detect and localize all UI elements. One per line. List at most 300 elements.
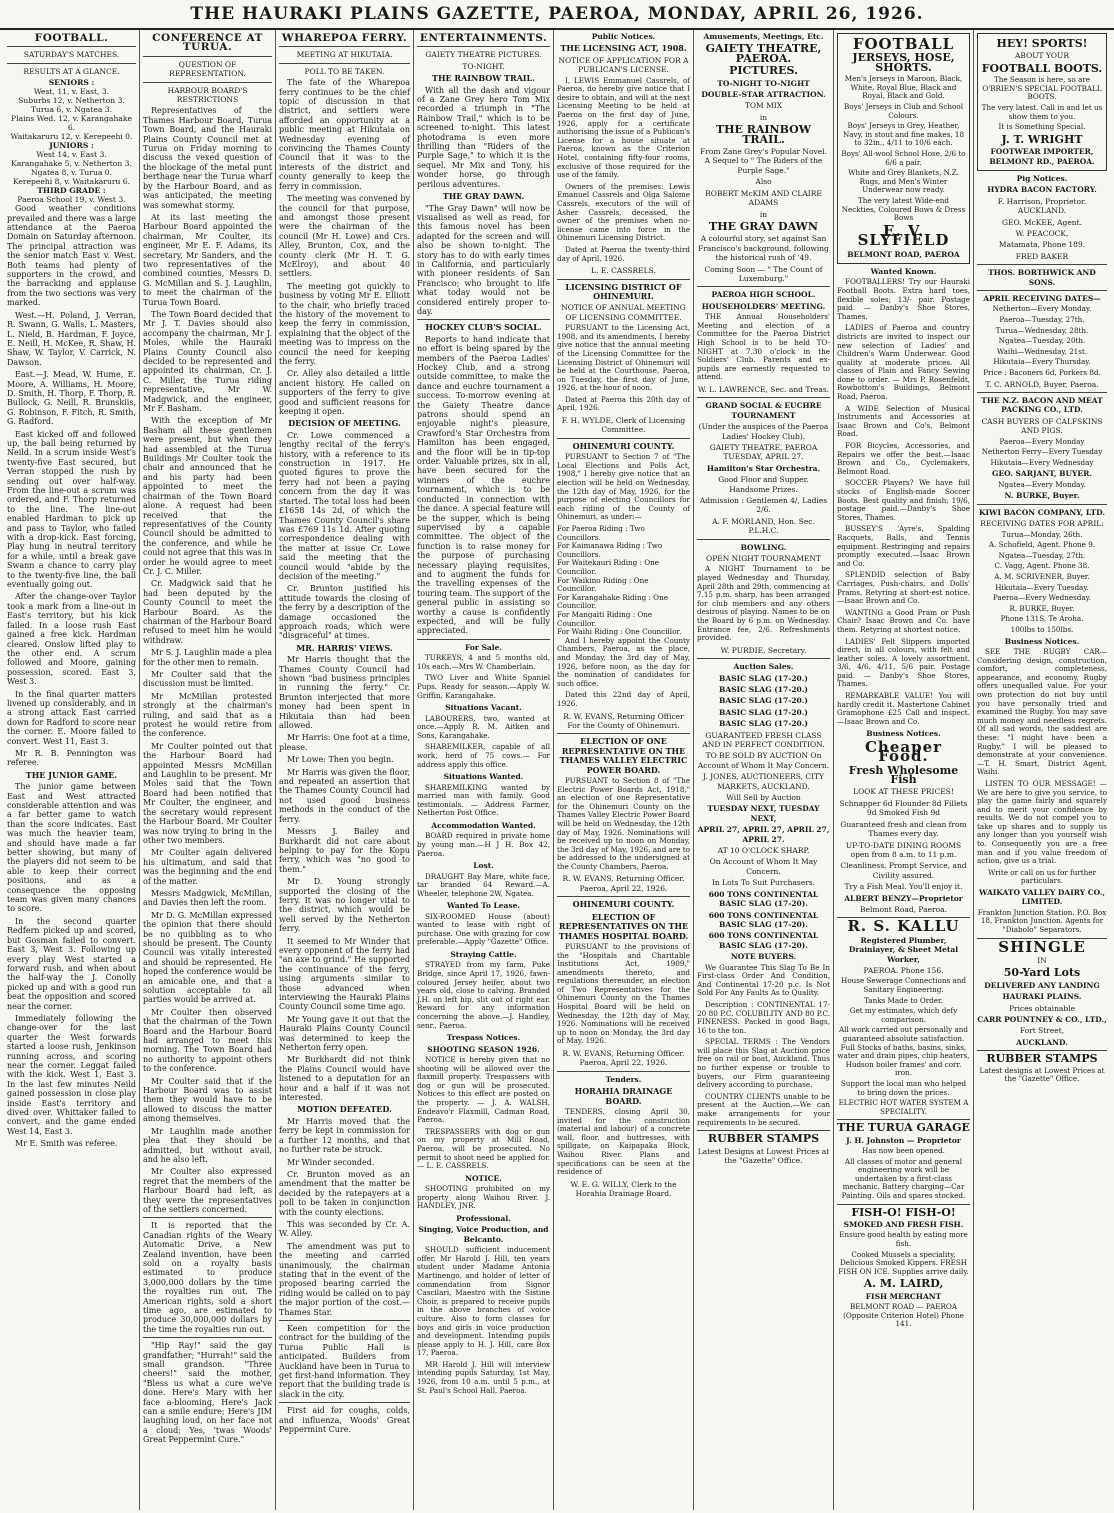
ad-line: Coming Soon — " The Count of Luxemburg." [704, 264, 823, 283]
classified-heading: Situations Wanted. [443, 772, 524, 782]
paragraph: THE Annual Householders' Meeting and election of a Committee for the Paeroa District High School is to be held TO-NIGHT at 7.30 o'clock in the Soldiers' Club. Parents and ex-pupils are earnestly requested to attend. [697, 312, 830, 382]
paragraph: With the exception of Mr Basham all these gentlemen were present, but when they had assembled at the Turua Buildings Mr Coulter took the chair and announced that he and his party had been appointed to meet the chairman of the Town Board alone. A request had been received that the representatives of the County Council should be admitted to the conference, and while he could not agree that this was in order he would agree to meet Cr. J. C. Miller. [143, 416, 272, 576]
section-heading: Business Notices. [866, 729, 941, 739]
ad-line: WAIKATO VALLEY DAIRY CO., LIMITED. [979, 888, 1105, 907]
ad-line: T. C. ARNOLD, Buyer, Paeroa. [985, 379, 1099, 389]
ad-line: NOTE BUYERS. [730, 952, 797, 962]
paragraph: Mr Young gave it out that the Hauraki Plains County Council was determined to keep the Netherton ferry open. [279, 1014, 410, 1053]
ad-line: J. H. Johnston — Proprietor [846, 1135, 961, 1145]
paragraph: "The Gray Dawn" will now be visualised as well as read, for this famous novel has been adapted for the screen and will also be shown to-night. The story has to do with early times in California, and particularly with pioneer residents of San Francisco; who brought to life what today would not be considered entirely proper to-day. [417, 203, 550, 316]
subhead: HARBOUR BOARD'S RESTRICTIONS [167, 85, 248, 105]
paragraph: The fate of the Wharepoa ferry continues to be the chief topic of discussion in that district, and settlers were afforded an opportunity at a public meeting at Hikutaia on Wednesday evening of convincing the Thames County Council that it was to the interests of the district and county generally to keep the ferry in commission. [279, 78, 410, 191]
notice-subtitle: NOTICE OF APPLICATION FOR A PUBLICAN'S LICENSE. [558, 55, 689, 75]
column-notices [974, 30, 1110, 1510]
result-line: Suburbs 12, v. Netherton 3. [18, 96, 125, 106]
paragraph: Immediately following the change-over for the last quarter the West forwards started a loose rush, Jenkinson running across, and scoring near the corner. Leggat failed with the kick. West 1, East 3. In the last few minutes Neild gained possession in close play inside East's territory and dived over. Whittaker failed to convert, and the game ended West 14, East 3. [7, 1013, 136, 1136]
ad-line: Registered Plumber, Drainlayer, & Sheet Metal Worker, [848, 935, 959, 964]
ad-line: PAEROA. Phone 156. [863, 965, 944, 975]
classified-ad: SIX-ROOMED House (about) wanted to lease with right of purchase. One with grazing for cow preferable.—Apply "Gazette" Office. [417, 911, 550, 947]
ad-line: KIWI BACON COMPANY, LTD. [979, 507, 1105, 517]
schedule-line: Turua—Wednesday, 28th. [995, 325, 1089, 335]
ad-title: FOOTBALL [852, 35, 955, 53]
ad-line: The Season is here, so are O'BRIEN'S SPECIAL FOOTBALL BOOTS. [982, 75, 1102, 102]
paragraph: Dated this 22nd day of April, 1926. [557, 690, 690, 708]
notice-title: ELECTION OF ONE REPRESENTATIVE ON THE THAMES VALLEY ELECTRIC POWER BOARD. [559, 736, 688, 775]
subhead: TO-NIGHT. [462, 61, 505, 71]
subhead: THE JUNIOR GAME. [25, 769, 118, 780]
ad-line: BASIC SLAG (17-20.) [719, 719, 808, 729]
ad-line: Support the local man who helped to bring down the prices. [840, 1078, 967, 1097]
ad-title: THE RAINBOW TRAIL. [715, 123, 812, 146]
paragraph: Dated at Paeroa the twenty-third day of April, 1926. [557, 244, 690, 263]
notice-title: ELECTION OF REPRESENTATIVES ON THE THAMES HOSPITAL BOARD. [558, 911, 689, 941]
ad-line: Cleanliness, Prompt Service, and Civility assured. [840, 861, 967, 880]
column-ferry [276, 30, 414, 1510]
signature: R. W. EVANS, Returning Officer. Paeroa, April 22, 1926. [562, 1049, 685, 1068]
subhead: MR. HARRIS' VIEWS. [296, 642, 393, 653]
ad-line: CASH BUYERS OF CALFSKINS AND PIGS. [981, 416, 1103, 436]
ad-line: Ensure good health by eating more fish. [839, 1230, 968, 1249]
classified-ad: SOCCER Players? We have full stocks of English-made Soccer Boots. Best quality and finish; 19/6, postage paid.—Danby's Shoe Stores, Thames. [837, 478, 970, 522]
classified-heading: Straying Cattle. [450, 950, 517, 960]
result-line: West, 11, v. East, 3. [33, 87, 110, 97]
schedule-line: Paeroa—Every Wednesday. [992, 593, 1092, 603]
riding-line: For Mangaiti Riding : One Councillor. [557, 609, 653, 628]
ad-line: HYDRA BACON FACTORY. [987, 185, 1097, 195]
ad-line: W. PEACOCK, [1015, 229, 1069, 239]
ad-line: BASIC SLAG (17-20.) [719, 684, 808, 694]
ad-title: PICTURES. [729, 64, 798, 78]
notice-subtitle: NOTICE OF ANNUAL MEETING OF LICENSING COMMITTEE. [561, 303, 686, 322]
paragraph: PURSUANT to the Licensing Act, 1908, and its amendments, I hereby give notice that the annual meeting of the Licensing Committee for the Licensing District of Ohinemuri will be held at the Courthouse, Paeroa, on Tuesday, the first day of June, 1926, at the hour of noon. [557, 323, 690, 393]
ad-title: GRAND SOCIAL & EUCHRE TOURNAMENT [705, 401, 822, 420]
paragraph: TENDERS, closing April 30, invited for the construction (material and labour) of a concrete wall, floor, and buttresses, with spillgate, on Kaipapaka Block, Waihou River. Plans and specifications can be seen at the residence of [557, 1107, 690, 1177]
classified-heading: Trespass Notices. [446, 1033, 521, 1043]
subhead: THE GRAY DAWN. [442, 191, 525, 202]
ad-line: All classes of motor and general engineering work will be undertaken by a first-class mechanic. Battery charging—Car Painting. Oils and spares stocked. [841, 1156, 966, 1201]
ad-line: Has now been opened. [862, 1146, 945, 1156]
ad-line: BASIC SLAG (17-20.) [719, 696, 808, 706]
ad-box-wright [977, 33, 1107, 171]
classified-ad: MR Harold J. Hill will interview intending pupils Saturday, 1st May, 1926, from 10 a.m. until 5 p.m., at St. Paul's School Hall, Paeroa. [417, 1359, 550, 1395]
ad-line: F. Harrison, Proprietor. AUCKLAND. [997, 196, 1087, 216]
ad-line: GAIETY THEATRE, PAEROA TUESDAY, APRIL 27. [709, 442, 818, 462]
paragraph: Mr R. B. Pennington was referee. [7, 748, 136, 768]
subhead: GAIETY THEATRE PICTURES. [425, 50, 542, 60]
signature: R. W. EVANS, Returning Officer. Paeroa, April 22, 1926. [562, 874, 685, 893]
ad-line: IN [1037, 956, 1047, 966]
ad-title: THE GRAY DAWN [709, 219, 818, 233]
ad-line: THOS. BORTHWICK AND SONS. [988, 268, 1096, 287]
paragraph: PURSUANT to the provisions of the "Hospitals and Charitable Institutions Act, 1909," amendments thereto, and regulations thereunder, an election of Two Representatives for the Ohinemuri County on the Thames Hospital Board will be held on Wednesday, the 12th day of May, 1926. Nominations will be received up to noon on Monday, the 3rd day of May, 1926. [557, 941, 690, 1046]
result-line: Turua 6, v. Ngatea 3. [30, 105, 113, 115]
schedule-line: A. M. SCRIVENER, Buyer. [994, 572, 1090, 582]
ad-title: HOUSEHOLDERS' MEETING. [701, 301, 826, 311]
ad-box-slyfield [837, 33, 970, 264]
paragraph: In the second quarter Redfern picked up and scored, but Gosman failed to convert. East 3, West 3. Following up every play West started a forward rush, and when about the half-way the J. Conolly picked up and with a good run beat the opposition and scored near the corner. [7, 916, 136, 1011]
ad-line: It is Something Special. [998, 122, 1086, 132]
masthead: THE HAURAKI PLAINS GAZETTE, PAEROA, MONDAY, APRIL 26, 1926. [0, 0, 1114, 30]
paragraph: First aid for coughs, colds, and influenza, Woods' Great Peppermint Cure. [279, 1406, 410, 1435]
column-conference [140, 30, 276, 1510]
classified-ad: STRAYED from my farm, Puke Bridge, since April 17, 1926, fawn-coloured Jersey heifer, about two years old, close to calving. Branded J.H. on left hip, slit out of right ear. Reward for any information concerning the above.—J. Handley, senr., Paeroa. [417, 960, 550, 1030]
paragraph: Messrs Madgwick, McMillan, and Davies then left the room. [143, 888, 272, 908]
ad-line: Guaranteed fresh and clean from Thames every day. [840, 819, 967, 839]
ad-line: Also [755, 177, 772, 187]
ad-line: Schnapper 6d Flounder 8d Fillets 9d Smoked Fish 9d [839, 798, 968, 818]
classified-ad: FOOTBALLERS! Try our Hauraki Football Boots. Extra hard toes, flexible soles; 13/- pair. Postage paid. — Danby's Shoe Stores, Thames. [837, 277, 970, 321]
schedule-line: Ngatea—Tuesday, 27th. [998, 550, 1086, 560]
signature: L. E. CASSRELS. [591, 266, 656, 276]
ad-title: THE TURUA GARAGE [837, 1121, 970, 1135]
ad-line: ALBERT BENZY—Proprietor [844, 893, 963, 903]
classified-ad: BUSSEY'S 'Ayre's, Spalding Racquets, Balls, and Tennis equipment. Restringing and repairs promptly executed.—Isaac Brown and Co. [837, 524, 970, 568]
ad-line: BELMONT ROAD — PAEROA (Opposite Criterion Hotel) Phone 141. [843, 1302, 964, 1329]
ad-title: GAIETY THEATRE, PAEROA. [705, 42, 822, 65]
ad-line: Cooked Mussels a speciality, Delicious Smoked Kippers. FRESH FISH ON ICE. Supplies arrive daily. [838, 1249, 969, 1276]
paragraph: Mr E. Smith was referee. [15, 1139, 118, 1149]
classified-ad: TURKEYS, 4 and 5 months old, 10s each.—Mrs W. Chamberlain. [417, 653, 550, 671]
ad-line: 600 TONS CONTINENTAL BASIC SLAG (17-20). [708, 889, 819, 909]
ad-title: 50-Yard Lots [1003, 966, 1081, 980]
ad-line: In Lots To Suit Purchasers. [711, 878, 816, 888]
ad-line: Latest designs at Lowest Prices at the "Gazette" Office. [979, 1065, 1105, 1084]
ad-line: DOUBLE-STAR ATTRACTION. [701, 90, 826, 100]
schedule-line: C. Vagg, Agent. Phone 38. [994, 561, 1090, 571]
paragraph: Mr Coulter said that the discussion must be limited. [143, 670, 272, 689]
paragraph: We Guarantee This Slag To Be In First-class Order And Condition, And Continental 17-20 p.c. Is Not Sold For Any Faults As to Quality. [697, 962, 830, 998]
paragraph: Mr Coulter pointed out that the Harbour Board had appointed Messrs McMillan and Laughlin to be present. Mr Moles said that the Town Board had been notified that Mr Coulter, the engineer, and the secretary would represent the Harbour Board. Mr Coulter was now trying to bring in the other two members. [143, 741, 272, 845]
subhead: QUESTION OF REPRESENTATION. [169, 59, 246, 79]
ad-line: J. JONES, AUCTIONEERS, CITY MARKETS, AUCKLAND. [702, 772, 825, 791]
headline-entertainments: ENTERTAINMENTS. [419, 32, 548, 44]
ad-line: in [759, 209, 768, 219]
schedule-line: Hikutaia—Every Wednesday [990, 457, 1094, 467]
classified-heading: Situations Vacant. [445, 703, 522, 713]
ad-line: in [759, 112, 768, 122]
section-heading: Business Notices. [1004, 636, 1080, 646]
classified-heading: Wanted To Lease. [446, 901, 521, 911]
schedule-line: Phone 131S, Te Aroha. [1000, 614, 1084, 624]
ad-line: Boys' All-wool School Hose, 2/6 to 6/6 a pair. [841, 148, 966, 167]
ad-line: On Account of Whom It May Concern. [709, 857, 818, 876]
schedule-line: Ngatea—Every Monday. [998, 479, 1086, 489]
classified-ad: LADIES of Paeroa and country districts are invited to inspect our new selection of Ladies' and Children's Warm Underwear. Good quality at moderate prices. All classes of Plain and Fancy Sewing done to order. — Mrs P. Rosenfeldt, Rowbottom's Buildings, Belmont Road, Paeroa. [837, 323, 970, 402]
classified-ad: SPLENDID selection of Baby Carriages, Push-chairs, and Dolls' Prams. Retyring at short-est notice.—Isaac Brown and Co. [837, 570, 970, 606]
paragraph: At its last meeting the Harbour Board appointed the chairman, Mr Coulter, its engineer, Mr E. F. Adams, its secretary, Mr Sanders, and the two representatives of the combined counties, Messrs D. G. McMillan and S. J. Laughlin, to meet the chairman of the Turua Town Board. [143, 212, 272, 307]
ad-line: Latest Designs at Lowest Prices at the "Gazette" Office. [697, 1146, 830, 1166]
result-line: Paeroa School 19, v. West 3. [17, 195, 126, 205]
column-entertainments [414, 30, 554, 1510]
signature: R. W. EVANS, Returning Officer For the County of Ohinemuri. [563, 711, 684, 730]
paragraph: I, LEWIS Emmanuel Cassrels, of Paeroa, do hereby give notice that I desire to obtain, and will at the next Licensing Meeting to be held at Paeroa on the first day of June, 1926, apply for a certificate authorising the issue of a Publican's License for a house situate at Paeroa, known as the Criterion Hotel, containing fifty-four rooms, exclusive of those required for the use of the family. [557, 75, 690, 180]
subhead: MEETING AT HIKUTAIA. [296, 50, 393, 60]
result-line: West 14, v. East 3. [36, 150, 107, 160]
notice-title: HORAHIA DRAINAGE BOARD. [574, 1086, 673, 1106]
notice-title: OHINEMURI COUNTY. [572, 440, 675, 451]
ad-line: APRIL 27, APRIL 27, APRIL 27, APRIL 27. [697, 825, 830, 844]
ad-line: Admission : Gentlemen 4/, Ladies 2/6. [699, 495, 828, 515]
ad-line: TOM MIX [744, 101, 783, 111]
classified-ad: LABOURERS, two, wanted at once.—Apply R. M. Aitken and Sons, Karangahake. [417, 713, 550, 740]
signature: A. F. MORLAND, Hon. Sec. P.L.H.C. [712, 516, 815, 536]
ad-line: White and Grey Blankets, N.Z. Rugs, and Men's Winter Underwear now ready. [848, 168, 959, 195]
subhead: POLL TO BE TAKEN. [304, 66, 385, 76]
schedule-line: R. BURKE, Buyer. [1009, 603, 1075, 613]
paragraph: Cr. Madgwick said that he had been deputed by the County Council to meet the Harbour Board. As the chairman of the Harbour Board refused to meet him he would withdraw. [143, 579, 272, 645]
classified-heading: NOTICE. [465, 1173, 502, 1183]
ad-line: All work carried out personally and guaranteed absolute satisfaction. Full Stocks of baths, basins, sinks, water and drain pipes, chip heaters, Hudson boiler frames' and corr. iron. [837, 1025, 970, 1078]
schedule-line: Netherton—Every Monday. [992, 304, 1092, 314]
classified-ad: SHAREMILKER, capable of all work, herd of 75 cows.— For address apply this office. [417, 742, 550, 769]
column-amusements [694, 30, 834, 1510]
ad-line: DELIVERED ANY LANDING [984, 980, 1100, 990]
section-heading: Auction Sales. [733, 662, 794, 672]
paragraph: Description : CONTINENTAL 17-20 80 P.C. COLUBILITY AND 80 P.C. FINENESS. Packed in good Bags, 16 to the ton. [697, 999, 830, 1035]
classified-ad: A WIDE Selection of Musical Instruments and Accessories at Isaac Brown and Co's, Belmont Road. [837, 403, 970, 439]
signature: W. E. G. WILLY, Clerk to the Horahia Drainage Board. [570, 1179, 677, 1199]
ad-title: FOOTBALL BOOTS. [981, 61, 1103, 75]
headline-ferry: WHAREPOA FERRY. [281, 32, 408, 44]
ad-title: HEY! SPORTS! [996, 37, 1088, 50]
paragraph: This was seconded by Cr. A. W. Alley. [279, 1219, 410, 1239]
ad-title: Cheaper Food. [864, 737, 943, 766]
ad-line: 600 TONS CONTINENTAL BASIC SLAG (17-20). [708, 910, 819, 929]
classified-ad: LADIES' Felt Slippers imported direct, in all colours, with felt and leather soles. A lovely assortment. 3/6, 4/6, 4/11, 5/6 pair. Postage paid. — Danby's Shoe Stores, Thames. [837, 636, 970, 689]
ad-title: BOWLING. [740, 542, 787, 552]
classified-ad: NOTICE is hereby given that no shooting will be allowed over the flaxmill property. Trespassers with dog or gun will be prosecuted. Notices to this effect are posted on the property. — J. A. WALSH, Endeavo'r Flaxmill, Cadman Road, Paeroa. [417, 1055, 550, 1125]
ad-line: Hamilton's Star Orchestra. [706, 463, 821, 473]
ad-title: RUBBER STAMPS [707, 1132, 820, 1146]
section-heading: Public Notices. [591, 32, 656, 41]
ad-title: SHINGLE [998, 937, 1086, 956]
classified-heading: Singing, Voice Production, and Belcanto. [418, 1225, 549, 1244]
result-line: Plains Wed. 12, v. Karangahake 6. [11, 114, 132, 133]
ad-line: GEO. SARJANT, BUYER. [992, 469, 1092, 479]
classified-heading: SHOOTING SEASON 1926. [427, 1044, 540, 1054]
ad-line: Fort Street, [1019, 1026, 1065, 1036]
headline-football: FOOTBALL. [34, 32, 109, 44]
paragraph: It is reported that the Canadian rights of the Weary Automatic Drive, a New Zealand invention, have been sold on a royalty basis estimated to produce 3,000,000 dollars by the time the royalties run out. The American rights, sold a short time ago, are estimated to produce 30,000,000 dollars by the time the royalties run out. [143, 1221, 272, 1334]
paragraph: A NIGHT Tournament to be played Wednesday and Thursday, April 28th and 29th, commencing at 7.15 p.m. sharp, has been arranged for club members and any others desirous of playing. Names to be on the Board by 6 p.m. on Wednesday. Entrance fee, 2/6. Refreshments provided. [697, 564, 830, 643]
paragraph: Dated at Paeroa this 20th day of April, 1926. [557, 394, 690, 413]
paragraph: Mr S. J. Laughlin made a plea for the other men to remain. [143, 648, 272, 667]
result-line: Karangahake 5, v. Netherton 3. [11, 159, 132, 169]
riding-line: For Karangahake Riding : One Councillor. [557, 592, 668, 611]
paragraph: Mr Harris thought that the Thames County Council had shown "bad business principles in running the ferry." Cr. Brunton interjected that more money had been spent in Hikutaia than had been allowed. [279, 655, 410, 731]
subhead: SATURDAY'S MATCHES. [23, 50, 120, 60]
paragraph: Reports to hand indicate that no effort is being spared by the members of the Paeroa Ladies' Hockey Club, and a strong outside committee, to make the dance and euchre tournament a success. To-morrow evening at the Gaiety Theatre dance patrons should spend an enjoyable night's pleasure, Crawford's Star Orchestra from Hamilton has been engaged, and the floor will be in tip-top order. Valuable prizes, six in all, have been secured for the winners of the euchre tournament, which is to be conducted in connection with the dance. A special feature will be the supper, which is being supervised by a capable committee. The object of the function is to raise money for the purpose of purchasing necessary playing requisites, and to augment the funds for the travelling expenses of the touring team. The support of the general public in assisting so worthy a cause is confidently expected, and will be fully appreciated. [417, 334, 550, 636]
ad-line: THE N.Z. BACON AND MEAT PACKING CO., LTD. [981, 396, 1103, 415]
result-line: Waitakaruru 12, v. Kerepeehi 0. [10, 132, 133, 142]
ad-line: OPEN NIGHT TOURNAMENT [706, 554, 821, 563]
subhead: DECISION OF MEETING. [288, 418, 401, 429]
classified-ad: DRAUGHT Bay Mare, white face, tar branded 64 Reward.—A. Wheeler, telephone 2W, Ngatea. [417, 871, 550, 898]
classified-ad: LISTEN TO OUR MESSAGE! — We are here to give you service, to play the game fairly and squarely and to merit your confidence by results. We do not compel you to take up shares and to supply us any longer than you yourself wish to. Consequently you are a free man and if you value freedom of action, give us a trial. [977, 778, 1107, 866]
ad-line: SMOKED AND FRESH FISH. [843, 1220, 964, 1230]
notice-title: THE LICENSING ACT, 1908. [560, 43, 687, 54]
paragraph: Representatives of the Thames Harbour Board, Turua Town Board, and the Hauraki Plains County Council met at Turua on Friday morning to discuss the vexed question of the blockage of the metal punt berthage near the Turua wharf by the Harbour Board, and as was anticipated, the meeting was somewhat stormy. [143, 106, 272, 210]
classified-ad: WANTING a Good Pram or Push Chair? Isaac Brown and Co. have them. Retyring at shortest notice. [837, 607, 970, 634]
riding-line: For Paeroa Riding : Two Councillors. [557, 524, 645, 542]
paragraph: Mr D. Young strongly supported the closing of the ferry. It was no longer vital to the district, which would be well served by the Netherton ferry. [279, 877, 410, 934]
ad-line: Price : Baconers 6d, Porkers 8d. [983, 368, 1101, 378]
column-football [4, 30, 140, 1510]
paragraph: Messrs J. Bailey and Burkhardt did not care about helping to pay for the Kopu ferry, which was "no good to them." [279, 827, 410, 874]
ad-line: GUARANTEED FRESH CLASS AND IN PERFECT CONDITION. [702, 730, 825, 749]
ad-line: Boys' Jerseys in Club and School Colours. [843, 102, 964, 120]
ad-line: The very latest Wide-end Neckties, Coloured Bows & Dress Bows [841, 195, 966, 223]
schedule-line: 100lbs to 150lbs. [1010, 625, 1074, 634]
classified-ad: BOARD required in private home by young man.—H J H. Box 42, Paeroa. [417, 831, 550, 858]
classified-ad: SHOULD sufficient inducement offer, Mr Harold J. Hill, ten years student under Madame Antonia Martinengo, and holder of letter of commendation from Signor Cascilari, Maestro with the Sistine Choir, is prepared to receive pupils in the above branches of voice culture. Also to form classes for boys and girls in voice production and development. Intending pupils please apply to H. J. Hill, care Box 17, Paeroa. [417, 1245, 550, 1358]
ad-line: TO BE SOLD BY AUCTION On Account of Whom It May Concern. [697, 751, 830, 770]
section-heading: Pig Notices. [1016, 174, 1068, 183]
results-heading: THIRD GRADE : [37, 186, 106, 196]
ad-line: Write or call on us for further particulars. [988, 867, 1096, 886]
subhead: MOTION DEFEATED. [297, 1104, 392, 1115]
page-columns [4, 30, 1110, 1510]
classified-ad: SHAREMILKING wanted by married man with family. Good testimonials. — Address Farmer, Netherton Post Office. [417, 782, 550, 818]
paragraph: COUNTRY CLIENTS unable to be present at the Auction.—We can make arrangements for your requirements to be secured. [697, 1091, 830, 1127]
ad-line: BASIC SLAG (17-20.) [719, 707, 808, 717]
classified-ad: REMARKABLE VALUE! You will hardly credit it. Mastertone Cabinet Gramophone £25 Call and inspect.—Isaac Brown and Co. [837, 691, 970, 726]
ad-line: AT 10 O'CLOCK SHARP. [717, 846, 810, 856]
paragraph: Mr Coulter also expressed regret that the members of the Harbour Board had left, as they were the representatives of the settlers concerned. [143, 1167, 272, 1214]
result-line: Ngatea 8, v. Turua 0. [30, 168, 113, 178]
paragraph: Mr Laughlin made another plea that they should be admitted, but without avail, and he also left. [143, 1126, 272, 1164]
notice-title: OHINEMURI COUNTY. [572, 899, 675, 910]
ad-line: AUCKLAND. [1016, 1037, 1068, 1047]
classified-heading: For Sale. [465, 642, 502, 652]
schedule-line: Ngatea—Tuesday, 20th. [998, 336, 1086, 346]
paragraph: Mr Harris: One foot at a time, please. [279, 733, 410, 752]
paragraph: Cr. Alley also detailed a little ancient history. He called on supporters of the ferry to give good and sufficient reasons for keeping it open. [279, 369, 410, 417]
ad-line: FISH MERCHANT [865, 1291, 942, 1301]
ad-line: FOOTWEAR IMPORTER, BELMONT RD., PAEROA. [989, 147, 1095, 166]
classified-ad: SHOOTING prohibited on my property along Waihou River. J. HANDLEY, JNR. [417, 1184, 550, 1211]
paragraph: Mr Burkhardt did not think the Plains Council would have listened to a deputation for an hour and a half if it was not interested. [279, 1055, 410, 1103]
ad-line: N. BURKE, Buyer. [1004, 491, 1080, 501]
schedule-line: Hikutaia—Every Tuesday. [995, 582, 1089, 592]
ad-line: TUESDAY NEXT, TUESDAY NEXT, [707, 804, 820, 823]
results-heading: SENIORS : [48, 78, 95, 88]
paragraph: In the final quarter matters livened up considerably, and in a strong attack East carried down for Radford to score near the corner. E. Moore failed to convert. West 11, East 3. [7, 689, 136, 746]
paragraph: Mr Harris moved that the ferry be kept in commission for a further 12 months, and that no further rate be struck. [279, 1116, 410, 1155]
column-advertisements [834, 30, 974, 1510]
paragraph: The junior game between East and West attracted considerable attention and was a far better game to watch than the score indicates. East was much the heavier team, and should have made a far better showing, but many of the players did not seem to be able to keep their correct positions, and as a consequence the opposing team was given many chances to score. [7, 782, 136, 914]
results-heading: JUNIORS : [49, 141, 94, 151]
ad-line: UP-TO-DATE DINING ROOMS open from 8 a.m. to 11 p.m. [845, 840, 962, 859]
riding-line: For Waikino Riding : One Councillor. [557, 575, 649, 594]
result-line: Kerepeehi 8, v. Waitakaruru 6. [12, 177, 131, 187]
ad-line: ELECTRIC HOT WATER SYSTEM A SPECIALITY. [838, 1098, 969, 1116]
ad-title: J. T. WRIGHT [1001, 132, 1083, 146]
ad-title: E. V. SLYFIELD [857, 221, 950, 250]
classified-heading: Accommodation Wanted. [431, 820, 536, 830]
paragraph: Mr Winder seconded. [287, 1157, 375, 1167]
paragraph: The meeting got quickly to business by voting Mr E. Elliott to the chair, who briefly traced the history of the movement to keep the ferry in commission, explaining that the object of the meeting was to impress on the council the need for keeping the ferry. [279, 281, 410, 366]
schedule-line: A. Schofield, Agent. Phone 9. [988, 540, 1096, 550]
ad-line: Frankton Junction Station. P.O. Box 18, Frankton Junction. Agents for "Diabolo" Separators. [977, 907, 1107, 935]
ad-line: (Under the auspices of the Paeroa Ladies' Hockey Club). [698, 422, 829, 441]
ad-line: BASIC SLAG (17-20.) [719, 673, 808, 683]
paragraph: Cr. Lowe commenced a lengthy recital of the ferry's history, with a reference to its construction in 1917. He quoted figures to prove the ferry had not been a paying concern from the day it was started. The total loss had been £1658 14s 2d, of which the Thames County Council's share was £769 11s 1d. After quoting correspondence dealing with the matter at issue Cr. Lowe said the meeting that the council would "abide by the decision of the meeting." [279, 430, 410, 581]
ad-title: RUBBER STAMPS [986, 1052, 1098, 1066]
paragraph: Mr Coulter then observed that the chairman of the Town Board and the Harbour Board had arranged to meet this morning. The Town Board had no authority to appoint others to the conference. [143, 1007, 272, 1074]
ad-title: JERSEYS, HOSE, SHORTS. [852, 51, 955, 74]
section-heading: Tenders. [605, 1074, 642, 1084]
schedule-line: Paeroa—Tuesday, 27th. [999, 315, 1085, 325]
paragraph: West.—H. Poland, J. Verran, R. Swann, G. Walls, L. Masters, L. Nield, B. Hardman, F. Joyce, E. Neill, H. McKee, R. Shaw, H. Shaw, W. Taylor, V. Carrick, N. Dawson. [7, 310, 136, 367]
classified-ad: TWO Liver and White Spaniel Pups. Ready for season.—Apply W. Griffin, Karangahake. [417, 673, 550, 700]
ad-line: Try a Fish Meal. You'll enjoy it. [844, 882, 963, 892]
column-public-notices [554, 30, 694, 1510]
ad-line: Men's Jerseys in Maroon, Black, White, Royal Blue, Black and Royal, Black and Gold. [844, 74, 963, 101]
subhead: HOCKEY CLUB'S SOCIAL. [425, 322, 542, 333]
paragraph: Mr Harris was given the floor, and repeated an assertion that the Thames County Council had not used good business methods in the conduct of the ferry. [279, 767, 410, 824]
paragraph: Mr D. G. McMillan expressed the opinion that there should be no quibbling as to who should be present. The County Council was vitally interested and should be represented. He hoped the conference would be an amicable one, and that a solution acceptable to all parties would be arrived at. [143, 910, 272, 1005]
ad-line: LOOK AT THESE PRICES! [853, 787, 954, 797]
ad-line: ROBERT McKIM AND CLAIRE ADAMS [705, 188, 822, 208]
subhead: THE RAINBOW TRAIL. [432, 73, 535, 84]
ad-line: The very latest. Call in and let us show them to you. [981, 103, 1103, 121]
ad-line: From Zane Grey's Popular Novel. A Sequel to " The Riders of the Purple Sage." [700, 147, 827, 175]
ad-line: Get my estimates, which defy comparison. [849, 1006, 958, 1024]
ad-title: FISH-O! FISH-O! [851, 1205, 956, 1219]
paragraph: After the change-over Taylor took a mark from a line-out in East's territory, but his kick failed. In a loose rush East gained a free kick. Hardman cleared. Onslow lifted play to the other end. A scrum followed and Moore, gaining possession, scored. East 3, West 3. [7, 592, 136, 687]
paragraph: Mr Coulter said that if the Harbour Board was to assist them they would have to be allowed to discuss the matter among themselves. [143, 1076, 272, 1124]
paragraph: The Town Board decided that Mr J. T. Davies should also accompany the chairman, Mr J. Moles, while the Hauraki Plains County Council also decided to be represented and appointed its chairman, Cr. J. C. Miller, the Turua riding representative, Mr W. Madgwick, and the engineer, Mr F. Basham. [143, 309, 272, 414]
paragraph: Keen competition for the contract for the building of the Turua Public Hall is anticipated. Builders from Auckland have been in Turua to get first-hand information. They report that the building trade is slack in the city. [279, 1324, 410, 1399]
ad-line: Good Floor and Supper. Handsome Prizes. [718, 475, 809, 494]
ad-line: CARR POUNTNEY & CO., LTD., [977, 1015, 1107, 1025]
ad-line: Will Sell by Auction [726, 793, 801, 803]
ad-line: GEO. McKEE, Agent. [1001, 217, 1083, 227]
paragraph: Cr. Brunton moved as an amendment that the matter be decided by the ratepayers at a poll to be taken in conjunction with the county elections. [279, 1169, 410, 1217]
ad-line: Boys' Jerseys in Grey, Heather, Navy, in stout and fine makes, 18 to 32in., 4/11 to 10/6 each. [842, 121, 965, 148]
ad-line: RECEIVING DATES FOR APRIL: [980, 519, 1104, 529]
paragraph: It seemed to Mr Winder that every opponent of the ferry had "an axe to grind." He supported the continuance of the ferry, using arguments similar to those advanced when interviewing the Hauraki Plains County Council some time ago. [279, 936, 410, 1012]
ad-line: Tanks Made to Order. [864, 995, 943, 1005]
riding-line: For Kaimanawa Riding : Two Councillors. [557, 541, 663, 559]
subhead: RESULTS AT A GLANCE. [23, 66, 120, 76]
ad-line: Belmont Road, Paeroa. [860, 904, 947, 914]
paragraph: Mr McMillan protested strongly at the chairman's ruling, and said that as a protest he would retire from the conference. [143, 691, 272, 739]
signature: W. L. LAWRENCE, Sec. and Treas. [697, 384, 830, 394]
classified-ad: FOR Bicycles, Accessories, and Repairs we offer the best.—Isaac Brown and Co., Cyclemakers, Belmont Road. [837, 441, 970, 476]
paragraph: PURSUANT to Section 7 of "The Local Elections and Polls Act, 1908," I hereby give notice that an election will be held on Wednesday, the 12th day of May, 1926, for the purpose of electing Councillors for each riding of the County of Ohinemuri, as under:— [557, 452, 690, 522]
signature: F. H. WYLDE, Clerk of Licensing Committee. [561, 416, 686, 435]
ad-line: Matamata, Phone 189. [998, 240, 1086, 250]
schedule-line: Waihi—Wednesday, 21st. [996, 346, 1088, 356]
headline-conference: CONFERENCE AT TURUA. [152, 32, 263, 54]
ad-title: PAEROA HIGH SCHOOL. [711, 290, 816, 300]
paragraph: Mr Lowe: Then you begin. [287, 755, 394, 765]
paragraph: Good weather conditions prevailed and there was a large attendance at the Paeroa Domain on Saturday afternoon. The principal attraction was the senior match East v. West. Both teams had plenty of supporters in the crowd, and the barracking and applause from the two sections was very marked. [7, 204, 136, 308]
ad-line: FRED BAKER [1015, 251, 1069, 261]
ad-line: BELMONT ROAD, PAEROA [847, 249, 960, 259]
ad-line: 600 TONS CONTINENTAL BASIC SLAG (17-20). [708, 931, 819, 950]
schedule-line: Hikutaia—Every Thursday. [993, 357, 1091, 367]
schedule-line: Paeroa—Every Monday [999, 436, 1085, 446]
schedule-line: Netherton Ferry—Every Tuesday [981, 447, 1103, 457]
riding-line: For Waitekauri Riding : One Councillor. [557, 558, 660, 576]
paragraph: Cr. Brunton justified his attitude towards the closing of the ferry by a description of the damage occasioned the approach roads, which were "disgraceful" at times. [279, 584, 410, 641]
ad-title: A. M. LAIRD, [863, 1277, 944, 1291]
ad-line: Prices obtainable [1008, 1003, 1076, 1013]
schedule-line: Turua—Monday, 26th. [1001, 529, 1083, 539]
